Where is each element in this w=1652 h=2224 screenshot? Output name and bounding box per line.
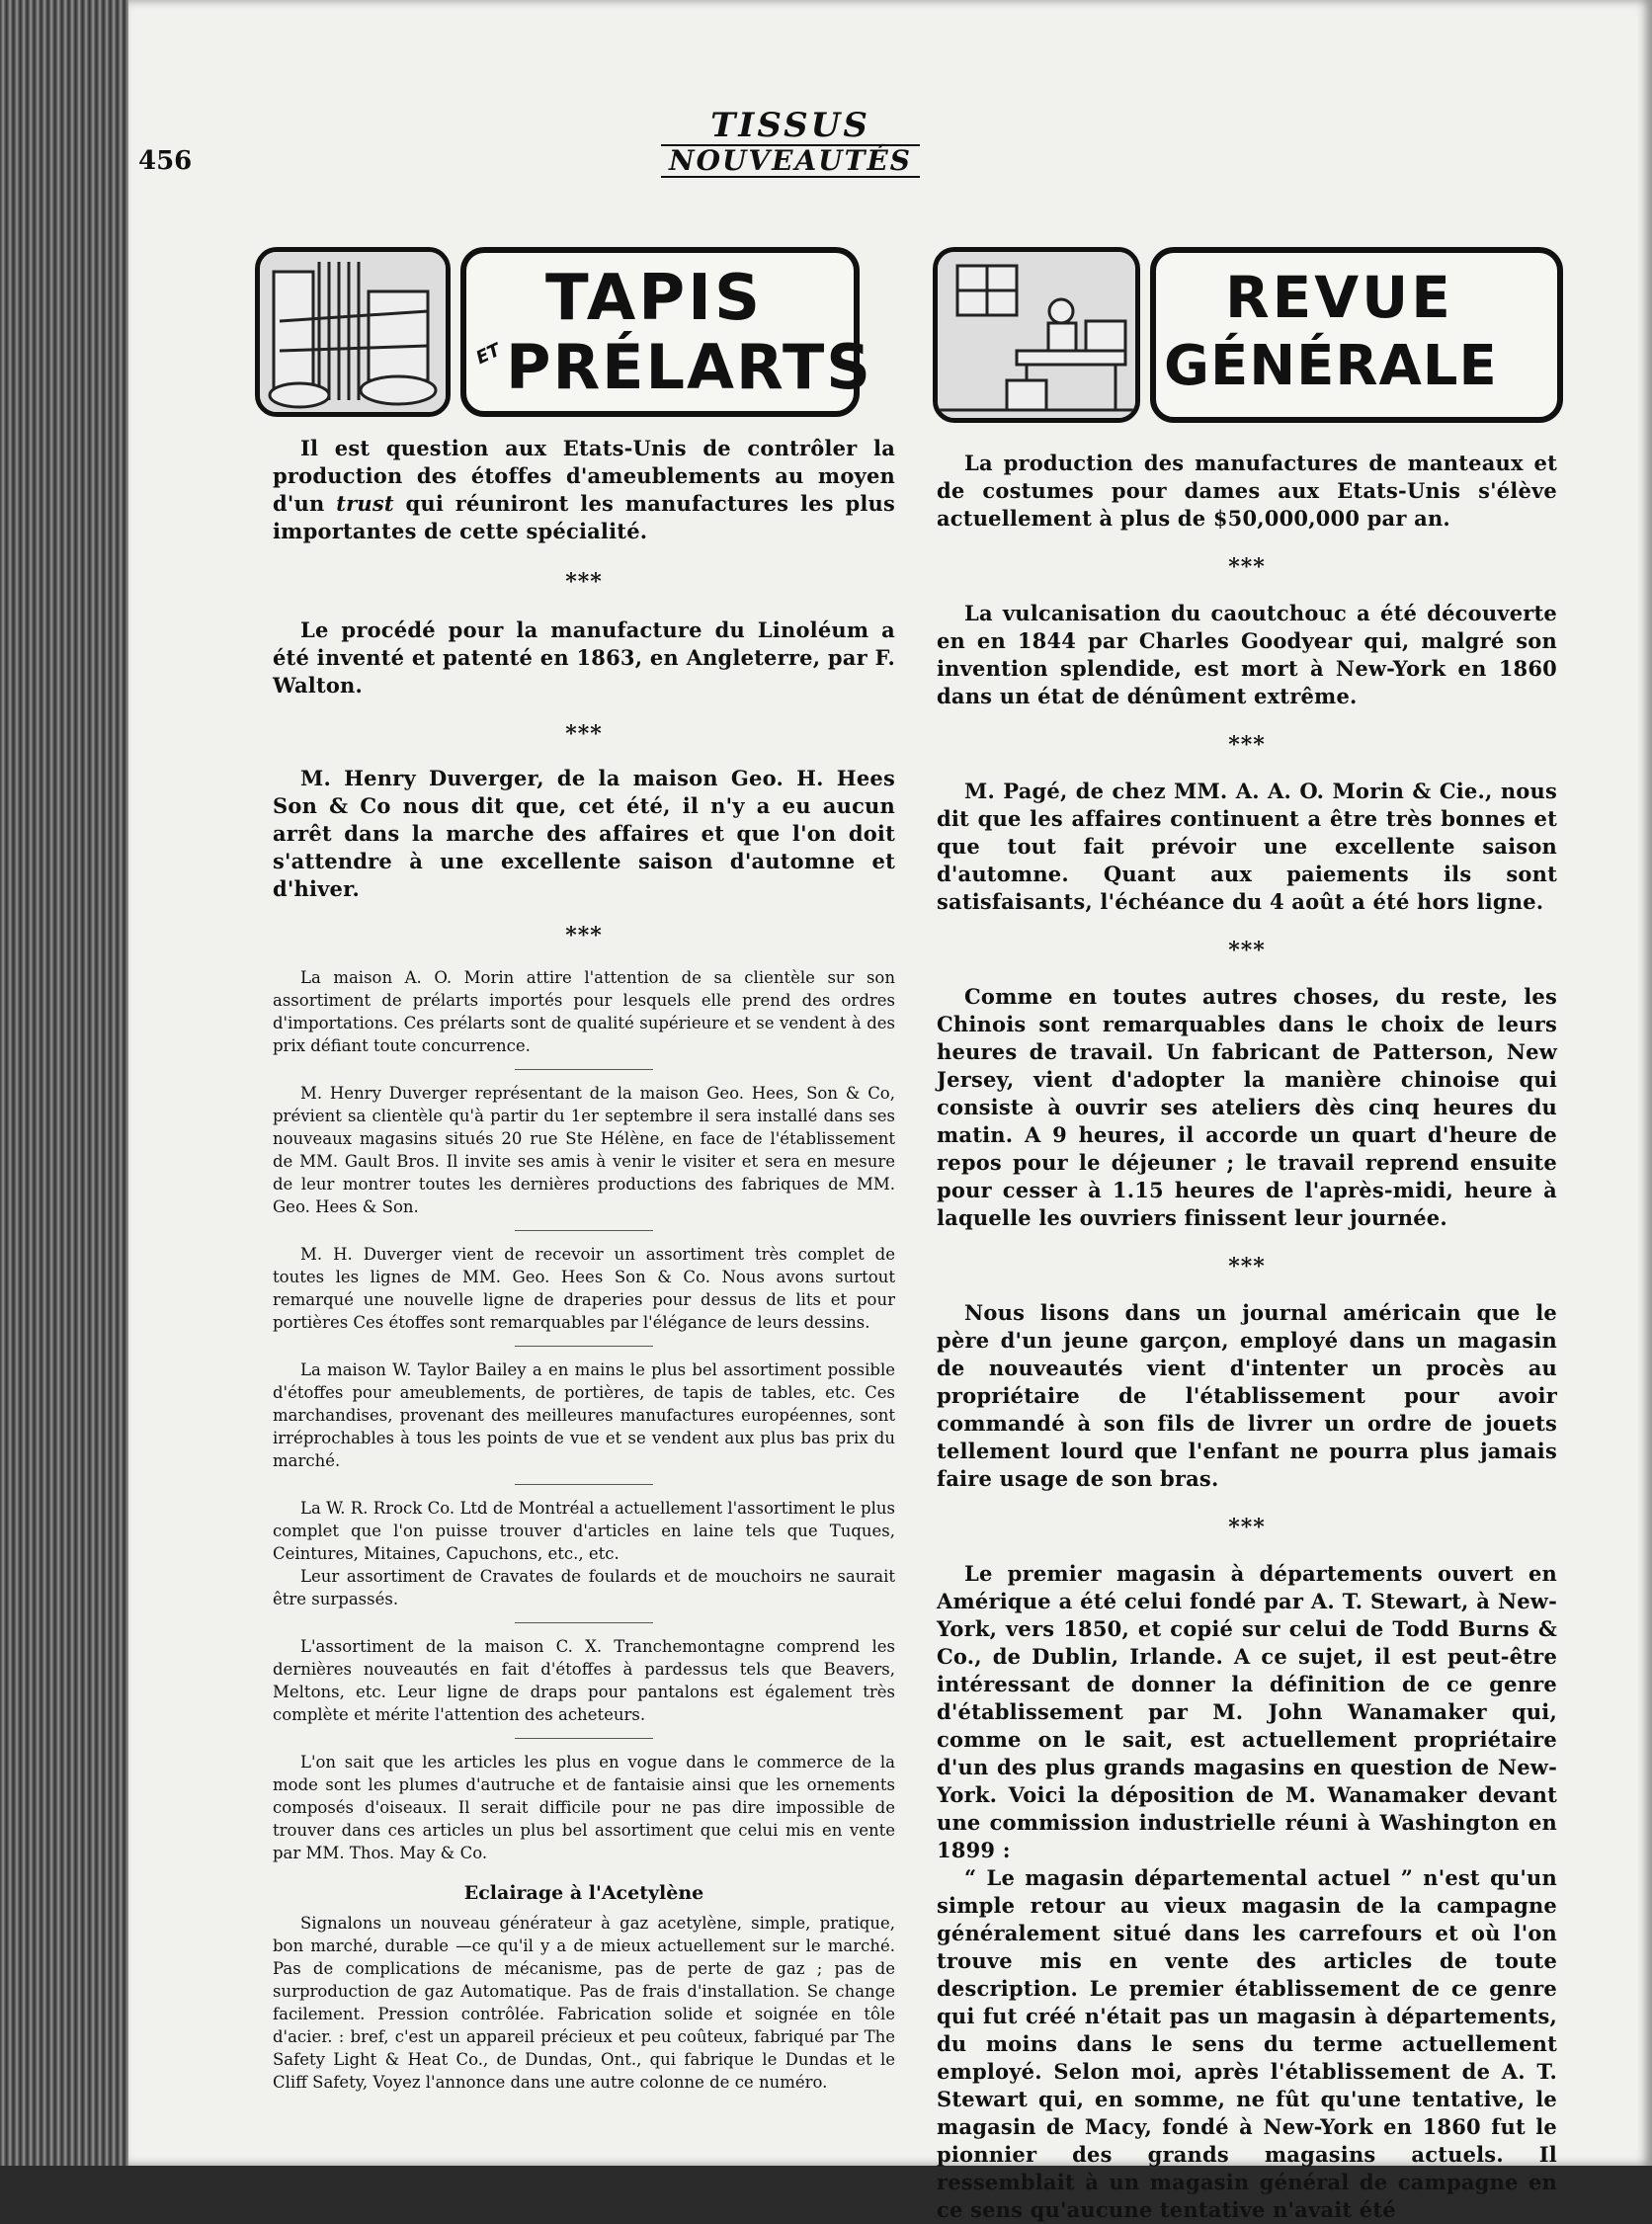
right-section-banner (933, 247, 1563, 423)
notice-rrock: La W. R. Rrock Co. Ltd de Montréal a actuellement l'assortiment le plus complet que l'on puisse trouver d'articles en laine tels que Tuques, Ceintures, Mitaines, Capuchons, etc., etc. (273, 1499, 895, 1563)
article-duverger-summer: M. Henry Duverger, de la maison Geo. H. Hees Son & Co nous dit que, cet été, il n'y a eu aucun arrêt dans la marche des affaires et que l'on doit s'attendre à une excellente saison d'automne et d'hiver. (273, 766, 895, 901)
article-wanamaker-quote: “ Le magasin départemental actuel ” n'est qu'un simple retour au vieux magasin de la campagne généralement situé dans les carrefours et où l'on trouve mis en vente des articles de toute description. Le premier établissement de ce genre qui fut créé n'était pas un magasin à départements, du moins dans le sens du terme actuellement employé. Selon moi, après l'établissement de A. T. Stewart qui, en somme, ne fût qu'une tentative, le magasin de Macy, fondé à New-York en 1860 fut le pionnier des grands magasins actuels. Il ressemblait à un magasin général de campagne en ce sens qu'aucune tentative n'avait été (937, 1865, 1557, 2222)
carpet-rolls-illustration (255, 247, 451, 417)
article-page-morin: M. Pagé, de chez MM. A. A. O. Morin & Cie., nous dit que les affaires continuent a être très bonnes et que tout fait prévoir une excellente saison d'automne. Quant aux paiements ils sont satisfaisants, l'échéance du 4 août a été hors ligne. (937, 779, 1557, 914)
article-lawsuit: Nous lisons dans un journal américain que le père d'un jeune garçon, employé dans un magasin de nouveautés vient d'intenter un procès au propriétaire de l'établissement pour avoir commandé à son fils de livrer un ordre de jouets tellement lourd que l'enfant ne pourra plus jamais faire usage de son bras. (937, 1300, 1557, 1491)
subhead-acetylene: Eclairage à l'Acetylène (463, 1882, 704, 1904)
divider-rule (515, 1230, 653, 1231)
notice-thos-may: L'on sait que les articles les plus en vogue dans le commerce de la mode sont les plumes d'autruche et de fantaisie ainsi que les ornements composés d'oiseaux. Il serait difficile pour ne pas dire impossible de trouver dans ces articles un plus bel assortiment que celui mis en vente par MM. Thos. May & Co. (273, 1753, 895, 1862)
article-trust-part1: Il est question aux Etats-Unis de contrôler la production des étoffes d'ameublements au moyen d'un (273, 436, 895, 516)
left-banner-title-line1: TAPIS (545, 262, 764, 335)
separator-stars: *** (1228, 732, 1266, 758)
separator-stars: *** (1228, 938, 1266, 963)
notice-acetylene: Signalons un nouveau générateur à gaz acetylène, simple, pratique, bon marché, durable —ce qu'il y a de mieux actuellement sur le marché. Pas de complications de mécanisme, pas de perte de gaz ; pas de surproduction de gaz Automatique. Pas de frais d'installation. Se change facilement. Pression contrôlée. Fabrication solide et soignée en tôle d'acier. : bref, c'est un appareil précieux et peu coûteux, fabriqué par The Safety Light & Heat Co., de Dundas, Ont., qui fabrique le Dundas et le Cliff Safety, Voyez l'annonce dans une autre colonne de ce numéro. (273, 1914, 895, 2092)
article-chinese-hours: Comme en toutes autres choses, du reste, les Chinois sont remarquables dans le choix de leurs heures de travail. Un fabricant de Patterson, New Jersey, vient d'adopter la manière chinoise qui consiste à ouvrir ses ateliers dès cinq heures du matin. A 9 heures, il accorde un quart d'heure de repos pour le déjeuner ; le travail reprend ensuite pour cesser à 1.15 heures de l'après-midi, heure à laquelle les ouvriers finissent leur journée. (937, 984, 1557, 1230)
right-banner-title-line2: GÉNÉRALE (1164, 334, 1498, 398)
notice-duverger-assortment: M. H. Duverger vient de recevoir un assortiment très complet de toutes les lignes de MM. Geo. Hees Son & Co. Nous avons surtout remarqué une nouvelle ligne de draperies pour dessus de lits et pour portières Ces étoffes sont remarquables par l'élégance de leurs dessins. (273, 1245, 895, 1332)
article-linoleum: Le procédé pour la manufacture du Linoléum a été inventé et patenté en 1863, en Angleterre, par F. Walton. (273, 618, 895, 698)
left-banner-title-box (460, 247, 872, 417)
notice-rrock-cravates: Leur assortiment de Cravates de foulards et de mouchoirs ne saurait être surpassés. (273, 1567, 895, 1608)
separator-stars: *** (565, 923, 603, 948)
right-banner-title-box (1150, 247, 1563, 423)
masthead-line1: TISSUS (710, 106, 870, 145)
divider-rule (515, 1069, 653, 1070)
left-column (273, 435, 895, 2094)
masthead-line2: NOUVEAUTÉS (661, 144, 920, 178)
separator-stars: *** (1228, 554, 1266, 580)
notice-morin: La maison A. O. Morin attire l'attention de sa clientèle sur son assortiment de prélarts importés pour lesquels elle prend des ordres d'importations. Ces prélarts sont de qualité supérieure et se vendent à des prix défiant toute concurrence. (273, 968, 895, 1055)
article-trust (273, 435, 895, 545)
left-banner-title-et: ET (472, 339, 504, 370)
article-trust-part2: qui réuniront les manufactures les plus importantes de cette spécialité. (273, 491, 895, 543)
right-column (937, 450, 1557, 2224)
left-section-banner (255, 247, 872, 417)
divider-rule (515, 1484, 653, 1485)
article-manteaux: La production des manufactures de manteaux et de costumes pour dames aux Etats-Unis s'élève actuellement à plus de $50,000,000 par an. (937, 451, 1557, 531)
divider-rule (515, 1738, 653, 1739)
separator-stars: *** (1228, 1254, 1266, 1279)
separator-stars: *** (565, 569, 603, 595)
separator-stars: *** (565, 721, 603, 747)
divider-rule (515, 1346, 653, 1347)
office-scene-illustration (933, 247, 1140, 423)
masthead-logo (632, 107, 949, 198)
notice-tranchemontagne: L'assortiment de la maison C. X. Tranchemontagne comprend les dernières nouveautés en fait d'étoffes à pardessus tels que Beavers, Meltons, etc. Leur ligne de draps pour pantalons est également très complète et mérite l'attention des acheteurs. (273, 1637, 895, 1724)
left-banner-title-line2: PRÉLARTS (506, 331, 872, 403)
separator-stars: *** (1228, 1515, 1266, 1540)
article-trust-emphasis: trust (336, 491, 394, 516)
article-department-store: Le premier magasin à départements ouvert en Amérique a été celui fondé par A. T. Stewart, à New-York, vers 1850, et copié sur celui de Todd Burns & Co., de Dublin, Irlande. A ce sujet, il est peut-être intéressant de donner la définition de ce genre d'établissement par M. John Wanamaker qui, comme on le sait, est actuellement propriétaire d'un des plus grands magasins en question de New-York. Voici la déposition de M. Wanamaker devant une commission industrielle réuni à Washington en 1899 : (937, 1561, 1557, 1862)
notice-duverger-store: M. Henry Duverger représentant de la maison Geo. Hees, Son & Co, prévient sa clientèle qu'à partir du 1er septembre il sera installé dans ses nouveaux magasins situés 20 rue Ste Hélène, en face de l'établissement de MM. Gault Bros. Il invite ses amis à venir le visiter et sera en mesure de leur montrer toutes les dernières productions des fabriques de MM. Geo. Hees & Son. (273, 1084, 895, 1216)
article-goodyear: La vulcanisation du caoutchouc a été découverte en en 1844 par Charles Goodyear qui, malgré son invention splendide, est mort à New-York en 1860 dans un état de dénûment extrême. (937, 601, 1557, 708)
divider-rule (515, 1622, 653, 1623)
page-number: 456 (138, 146, 193, 176)
right-banner-title-line1: REVUE (1225, 264, 1453, 331)
notice-taylor-bailey: La maison W. Taylor Bailey a en mains le plus bel assortiment possible d'étoffes pour ameublements, de portières, de tapis de tables, etc. Ces marchandises, provenant des meilleures manufactures européennes, sont irréprochables à tous les points de vue et se vendent aux plus bas prix du marché. (273, 1360, 895, 1470)
book-page-edges (0, 0, 138, 2166)
